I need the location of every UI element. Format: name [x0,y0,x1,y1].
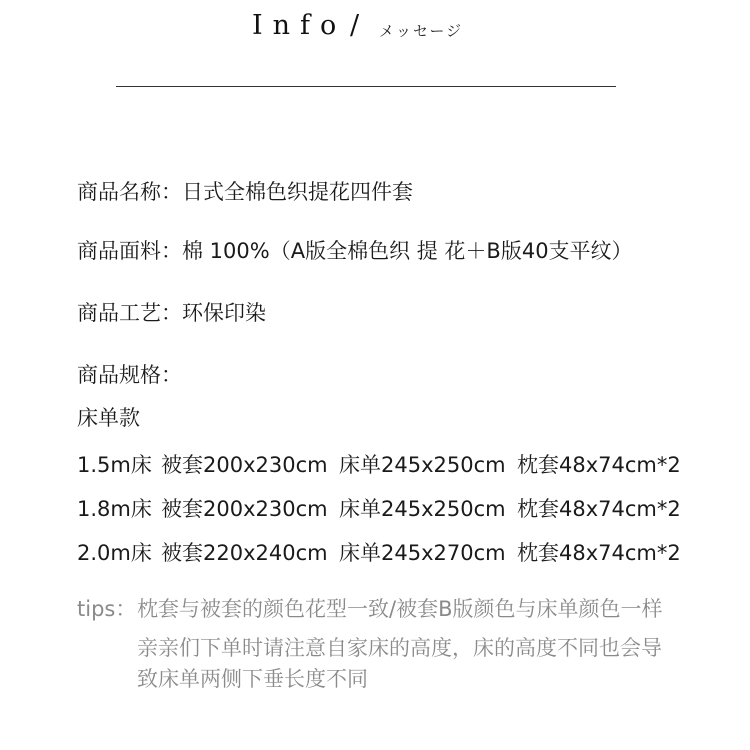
sheet-size: 床单245x250cm [339,453,506,477]
product-craft: 商品工艺：环保印染 [77,301,266,325]
header [0,0,750,60]
product-name: 商品名称：日式全棉色织提花四件套 [77,180,413,204]
pillow-size: 枕套48x74cm*2 [517,453,681,477]
size-label: 2.0m床 [77,541,152,565]
size-label: 1.5m床 [77,453,152,477]
header-divider [116,86,616,87]
duvet-size: 被套220x240cm [161,541,328,565]
tips-line: 枕套与被套的颜色花型一致/被套B版颜色与床单颜色一样 [137,597,663,621]
product-style-label: 床单款 [77,406,140,430]
header-subtitle: メッセージ [379,22,464,40]
sheet-size: 床单245x270cm [339,541,506,565]
duvet-size: 被套200x230cm [161,453,328,477]
duvet-size: 被套200x230cm [161,497,328,521]
pillow-size: 枕套48x74cm*2 [517,497,681,521]
pillow-size: 枕套48x74cm*2 [517,541,681,565]
sheet-size: 床单245x250cm [339,497,506,521]
tips-line: 致床单两侧下垂长度不同 [137,667,368,691]
product-fabric: 商品面料：棉 100%（A版全棉色织 提 花＋B版40支平纹） [77,239,633,263]
header-title: Info [252,10,347,41]
tips-line: 亲亲们下单时请注意自家床的高度，床的高度不同也会导 [137,636,662,660]
tips-label: tips： [77,597,137,621]
size-label: 1.8m床 [77,497,152,521]
product-spec-label: 商品规格： [77,363,182,387]
header-slash: / [350,10,360,41]
